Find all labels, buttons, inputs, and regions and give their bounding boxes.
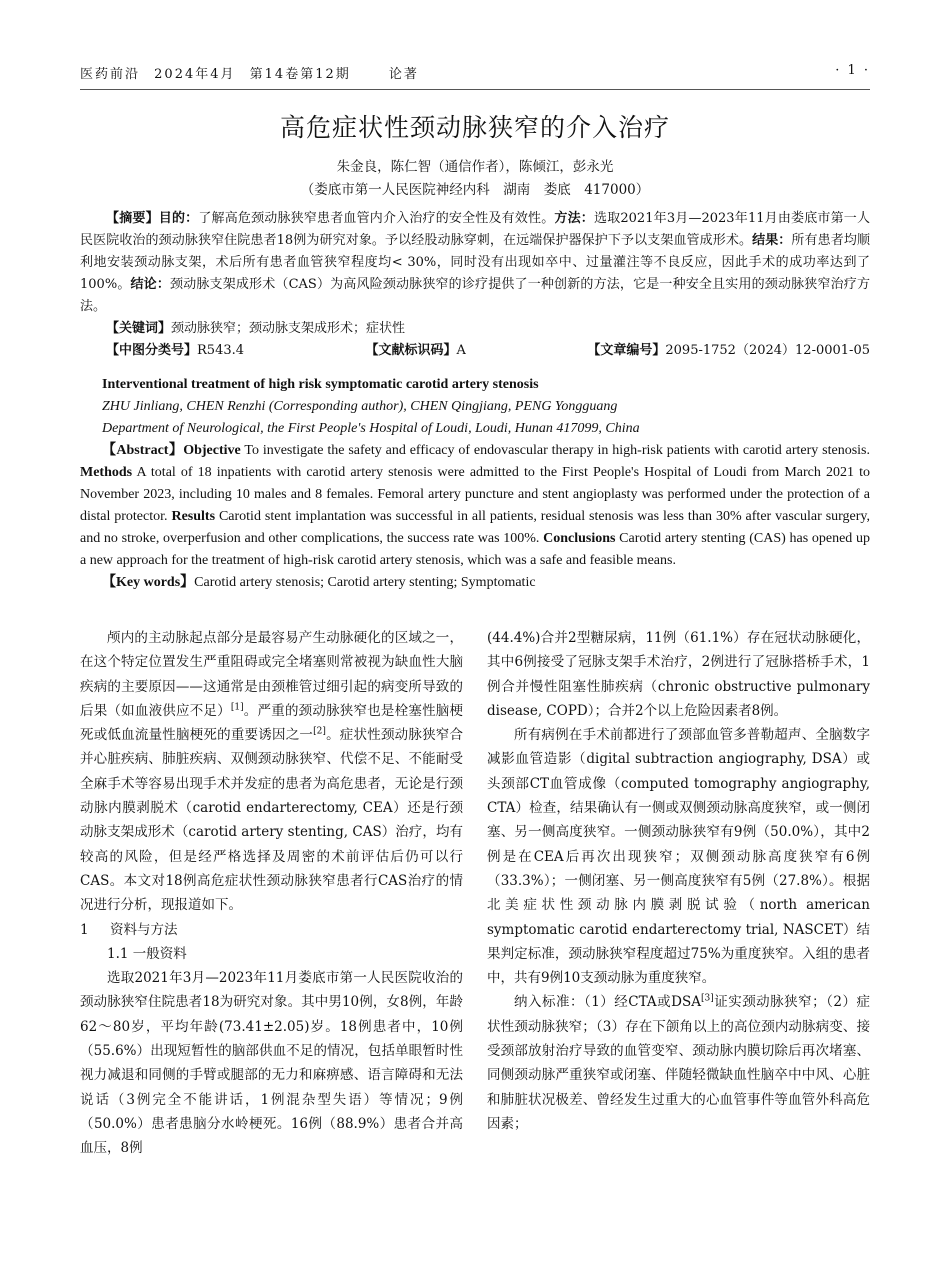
header-divider (80, 89, 870, 90)
english-title: Interventional treatment of high risk symptomatic carotid artery stenosis (102, 377, 539, 392)
affiliation: （娄底市第一人民医院神经内科 湖南 娄底 417000） (300, 182, 650, 198)
issue-number: 第14卷第12期 (249, 67, 351, 82)
citation-3[interactable]: [3] (700, 993, 714, 1004)
classification-row (80, 340, 870, 362)
author-list: 朱金良，陈仁智（通信作者），陈倾江，彭永光 (336, 159, 614, 175)
page-number: · 1 · (835, 63, 870, 78)
continued-paragraph: (44.4%)合并2型糖尿病，11例（61.1%）存在冠状动脉硬化，其中6例接受了冠脉支架手术治疗，2例进行了冠脉搭桥手术，1例合并慢性阻塞性肺疾病（chronic obstructive pulmonary disease, COPD）；合并2个以上危险因素者8例。 (487, 630, 870, 719)
english-authors: ZHU Jinliang, CHEN Renzhi (Corresponding author), CHEN Qingjiang, PENG Yongguang (102, 399, 618, 414)
abstract-paragraph: 【摘要】目的：了解高危颈动脉狭窄患者血管内介入治疗的安全性及有效性。方法：选取2021年3月—2023年11月由娄底市第一人民医院收治的颈动脉狭窄住院患者18例为研究对象。予以经股动脉穿刺，在远端保护器保护下予以支架血管成形术。结果：所有患者均顺利地安装颈动脉支架，术后所有患者血管狭窄程度均< 30%，同时没有出现如卒中、过量灌注等不良反应，因此手术的成功率达到了100%。结论：颈动脉支架成形术（CAS）为高风险颈动脉狭窄的诊疗提供了一种创新的方法，它是一种安全且实用的颈动脉狭窄治疗方法。 (80, 211, 870, 314)
english-affiliation: Department of Neurological, the First People's Hospital of Loudi, Loudi, Hunan 417099, China (102, 421, 640, 436)
methods-paragraph: 选取2021年3月—2023年11月娄底市第一人民医院收治的颈动脉狭窄住院患者18为研究对象。其中男10例，女8例，年龄62～80岁，平均年龄(73.41±2.05)岁。18例患者中，10例（55.6%）出现短暂性的脑部供血不足的情况，包括单眼暂时性视力减退和同侧的手臂或腿部的无力和麻痹感、语言障碍和无法说话（3例完全不能讲话，1例混杂型失语）等情况；9例（50.0%）患者患脑分水岭梗死。16例（88.9%）患者合并高血压，8例 (80, 970, 463, 1157)
article-number: 【文章编号】2095-1752（2024）12-0001-05 (587, 343, 870, 358)
article-title: 高危症状性颈动脉狭窄的介入治疗 (279, 113, 670, 142)
running-header (80, 63, 870, 82)
english-abstract-text: 【Abstract】Objective To investigate the safety and efficacy of endovascular therapy in high-risk patients with carotid artery stenosis. Methods A total of 18 inpatients with carotid artery stenosis were admitted to the First People's Hospital of Loudi from March 2021 to November 2023, including 10 males and 8 females. Femoral artery puncture and stent angioplasty was performed under the protection of a distal protector. Results Carotid stent implantation was successful in all patients, residual stenosis was less than 30% after vascular surgery, and no stroke, overperfusion and other complications, the success rate was 100%. Conclusions Carotid artery stenting (CAS) has opened up a new approach for the treatment of high-risk carotid artery stenosis, which was a safe and feasible means. (80, 443, 871, 568)
english-keywords: 【Key words】Carotid artery stenosis; Carotid artery stenting; Symptomatic (102, 575, 536, 590)
inclusion-paragraph: 纳入标准：（1）经CTA或DSA[3]证实颈动脉狭窄；（2）症状性颈动脉狭窄；（3）存在下颌角以上的高位颈内动脉病变、接受颈部放射治疗导致的血管变窄、颈动脉内膜切除后再次堵塞、同侧颈动脉严重狭窄或闭塞、伴随轻微缺血性脑卒中中风、心脏和肺脏状况极差、曾经发生过重大的心血管事件等血管外科高危因素； (487, 993, 870, 1132)
body-left-column (80, 626, 463, 1161)
section-heading: 1 资料与方法 (80, 921, 178, 938)
issue-date: 2024年4月 (154, 67, 236, 82)
citation-2[interactable]: [2] (313, 726, 326, 737)
subsection-heading: 1.1 一般资料 (107, 945, 187, 962)
english-abstract (80, 374, 870, 594)
section-label: 论著 (388, 67, 419, 82)
citation-1[interactable]: [1] (230, 702, 244, 713)
clc-code: 【中图分类号】R543.4 (106, 343, 245, 358)
body-right-column (487, 626, 870, 1136)
document-code: 【文献标识码】A (365, 343, 466, 358)
intro-paragraph: 颅内的主动脉起点部分是最容易产生动脉硬化的区域之一，在这个特定位置发生严重阻碍或完全堵塞则常被视为缺血性大脑疾病的主要原因——这通常是由颈椎管过细引起的病变所导致的后果（如血液供应不足）[1]。严重的颈动脉狭窄也是栓塞性脑梗死或低血流量性脑梗死的重要诱因之一[2]。症状性颈动脉狭窄合并心脏疾病、肺脏疾病、双侧颈动脉狭窄、代偿不足、不能耐受全麻手术等容易出现手术并发症的患者为高危患者，无论是行颈动脉内膜剥脱术（carotid endarterectomy, CEA）还是行颈动脉支架成形术（carotid artery stenting, CAS）治疗，均有较高的风险，但是经严格选择及周密的术前评估后仍可以行CAS。本文对18例高危症状性颈动脉狭窄患者行CAS治疗的情况进行分析，现报道如下。 (80, 630, 464, 914)
journal-name: 医药前沿 (80, 67, 141, 82)
imaging-paragraph: 所有病例在手术前都进行了颈部血管多普勒超声、全脑数字减影血管造影（digital subtraction angiography, DSA）或头颈部CT血管成像（computed tomography angiography, CTA）检查，结果确认有一侧或双侧颈动脉高度狭窄，或一侧闭塞、另一侧高度狭窄。一侧颈动脉狭窄有9例（50.0%），其中2例是在CEA后再次出现狭窄；双侧颈动脉高度狭窄有6例（33.3%）；一侧闭塞、另一侧高度狭窄有5例（27.8%）。根据北美症状性颈动脉内膜剥脱试验（north american symptomatic carotid endarterectomy trial, NASCET）结果判定标准，颈动脉狭窄程度超过75%为重度狭窄。入组的患者中，共有9例10支颈动脉为重度狭窄。 (487, 727, 870, 987)
keywords-line: 【关键词】颈动脉狭窄；颈动脉支架成形术；症状性 (106, 321, 406, 336)
chinese-abstract (80, 208, 870, 362)
